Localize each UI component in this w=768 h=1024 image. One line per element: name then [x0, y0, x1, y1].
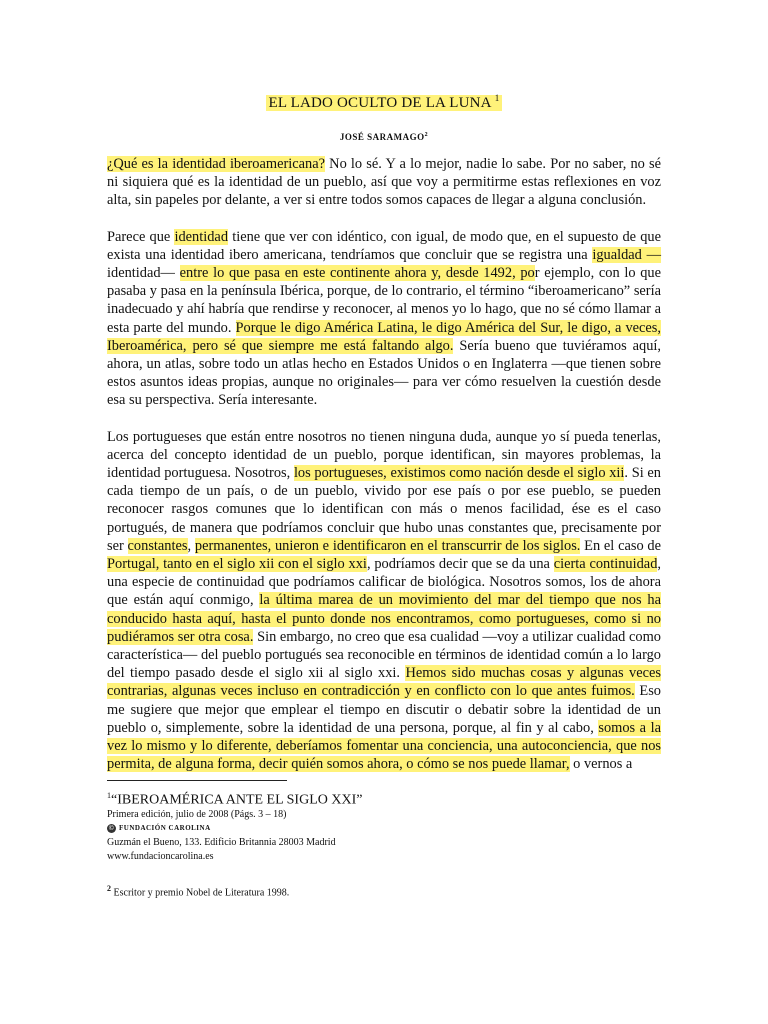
paragraph-text: tiene que ver con idéntico, con igual, de modo que, en el supuesto de que exista una identidad ibero americana, tendríamos que concluir que se registra una [107, 228, 661, 263]
paragraph-text: r ejemplo, con lo que pasaba y pasa en la península Ibérica, porque, de lo contrario, el término “iberoamericano” sería inadecuado y ahí habría que rendirse y reconocer, al menos yo lo hago, que no sé cómo llamar a esta parte del mundo. [107, 265, 661, 336]
paragraph-text: . Si en cada tiempo de un país, o de un pueblo, vivido por ese país o por ese pueblo, se pueden reconocer rasgos comunes que lo identifican con más o menos facilidad, ése es el caso portugués, de manera que podríamos concluir que hubo unas constantes que, precisamente por ser [107, 465, 661, 554]
title-footnote-marker: 1 [494, 93, 500, 103]
highlighted-text: los portugueses, existimos como nación desde el siglo xii [293, 465, 625, 482]
author-footnote-marker: 2 [424, 132, 429, 138]
footnote-1-url: www.fundacioncarolina.es [107, 851, 214, 862]
author-row [0, 127, 768, 145]
highlighted-text: cierta continuidad [553, 556, 658, 573]
author-text: JOSÉ SARAMAGO [339, 132, 425, 142]
author-name [340, 132, 428, 142]
document-body [107, 155, 661, 792]
footnote-1-title-text: “IBEROAMÉRICA ANTE EL SIGLO XXI” [111, 792, 363, 808]
paragraph-text: identidad— [107, 265, 180, 282]
footnote-1-organization [107, 822, 667, 835]
footnote-2 [107, 882, 667, 899]
paragraph-text: , [187, 537, 195, 554]
highlighted-text: la última marea de un movimiento del mar del tiempo que nos ha conducido hasta aquí, hasta el punto donde nos encontramos, como portugueses, como si no pudiéramos ser otra cosa. [107, 592, 661, 645]
footnote-1-title [107, 789, 667, 807]
highlighted-text: Portugal, tanto en el siglo xii con el siglo xxi [107, 556, 367, 573]
footnote-1-marker: 1 [107, 791, 111, 800]
paragraph-text: Los portugueses que están entre nosotros no tienen ninguna duda, aunque yo sí pueda tenerlas, acerca del concepto identidad de un pueblo, porque identifican, sin mayores problemas, la identidad portuguesa. Nosotros, [107, 428, 661, 482]
title-row [0, 93, 768, 112]
footnote-divider [107, 780, 287, 781]
highlighted-text: identidad [174, 228, 229, 245]
paragraph-text: Parece que [107, 228, 175, 245]
paragraph-text: , una especie de continuidad que podríamos calificar de biológica. Nosotros somos, los de ahora que están aquí conmigo, [107, 556, 661, 609]
highlighted-text: entre lo que pasa en este continente ahora y, desde 1492, po [179, 265, 535, 282]
title-text: EL LADO OCULTO DE LA LUNA [268, 95, 491, 111]
highlighted-text: ¿Qué es la identidad iberoamericana? [107, 156, 326, 172]
copyright-logo-icon: © [108, 823, 115, 832]
paragraph-text: No lo sé. Y a lo mejor, nadie lo sabe. Por no saber, no sé ni siquiera qué es la identidad de un pueblo, así que voy a permitirme estas reflexiones en voz alta, sin papeles por delante, a ver si entre todos somos capaces de llegar a alguna conclusión. [107, 156, 661, 209]
paragraph-text: Sin embargo, no creo que esa cualidad —voy a utilizar cualidad como característica— del pueblo portugués sea reconocible en términos de identidad común a lo largo del tiempo pasado desde el siglo xii al siglo xxi. [107, 628, 661, 682]
paragraph-text: , podríamos decir que se da una [366, 556, 554, 573]
footnote-2-text: Escritor y premio Nobel de Literatura 1998. [113, 887, 290, 899]
paragraph-text: En el caso de [580, 537, 661, 554]
paragraph-text: Sería bueno que tuviéramos aquí, ahora, un atlas, sobre todo un atlas hecho en Estados Unidos o en Inglaterra —que tienen sobre estos asuntos ideas propias, aunque no originales— para ver cómo resuelven la cuestión desde esa su perspectiva. Sería interesante. [107, 337, 661, 409]
paragraph-3 [107, 428, 661, 774]
footnote-1-edition [107, 808, 667, 821]
highlighted-text: somos a la vez lo mismo y lo diferente, deberíamos fomentar una conciencia, una autoconciencia, que nos permita, de alguna forma, decir quién somos ahora, o cómo se nos puede llamar, [107, 719, 661, 773]
paragraph-2 [107, 228, 661, 410]
highlighted-text: Hemos sido muchas cosas y algunas veces contrarias, algunas veces incluso en contradicción y en conflicto con lo que antes fuimos. [107, 665, 661, 700]
highlighted-text: Porque le digo América Latina, le digo América del Sur, le digo, a veces, Iberoamérica, pero sé que siempre me está faltando algo. [107, 319, 662, 354]
paragraph-text: o vernos a [569, 756, 633, 773]
footnote-1-pages: (Págs. 3 – 18) [230, 809, 287, 820]
document-title [266, 95, 501, 111]
highlighted-text: igualdad — [592, 246, 661, 263]
highlighted-text: permanentes, unieron e identificaron en el transcurrir de los siglos. [194, 537, 581, 554]
footnote-1-address: Guzmán el Bueno, 133. Edificio Britannia 28003 Madrid [107, 837, 336, 848]
highlighted-text: constantes [127, 537, 188, 554]
footnote-1-edition-text: Primera edición, julio de 2008 [107, 809, 229, 820]
paragraph-text: Eso me sugiere que mejor que emplear el tiempo en discutir o debatir sobre la identidad de un pueblo o, simplemente, sobre la identidad de una persona, porque, al fin y al cabo, [107, 683, 662, 736]
paragraph-1 [107, 155, 661, 210]
footnote-1-org-text: FUNDACIÓN CAROLINA [119, 824, 211, 832]
footnote-2-marker: 2 [107, 884, 111, 893]
